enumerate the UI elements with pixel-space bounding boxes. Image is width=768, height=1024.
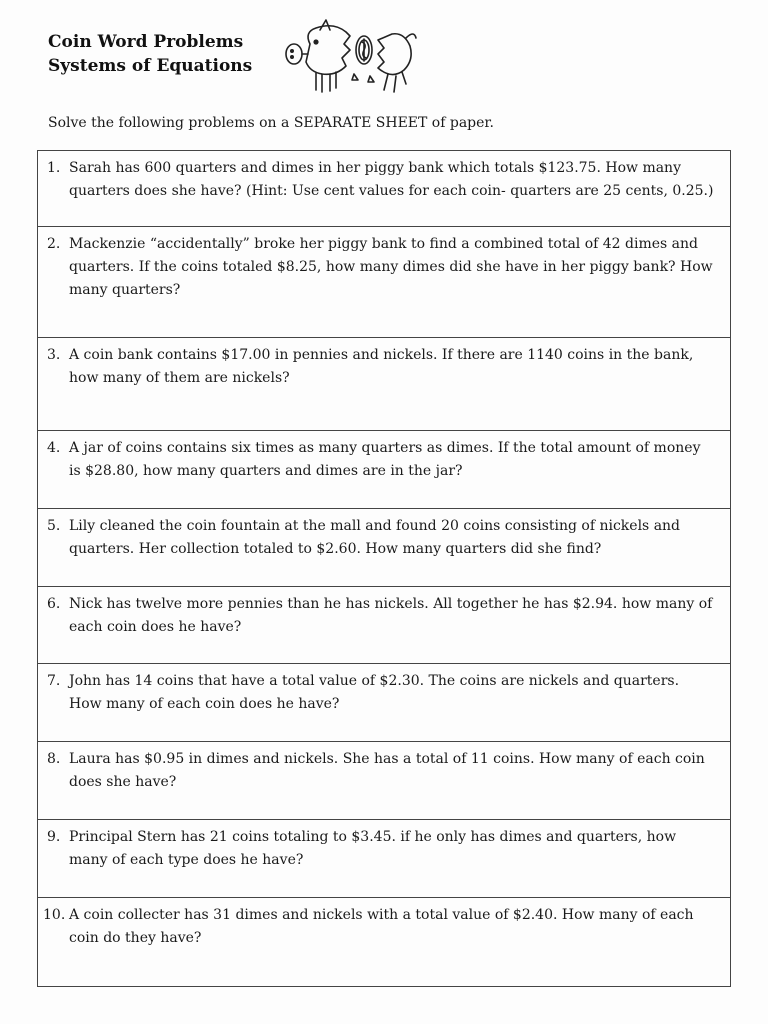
problem-text: A coin bank contains $17.00 in pennies and nickels. If there are 1140 coins in the bank, how many of them are nickels? (69, 347, 694, 386)
problem-row (38, 587, 730, 664)
problem-number: 2. (47, 236, 61, 252)
title-line-2: Systems of Equations (48, 56, 253, 76)
problem-number: 3. (47, 347, 61, 363)
problem-text: A jar of coins contains six times as many quarters as dimes. If the total amount of money is $28.80, how many quarters and dimes are in the jar? (69, 440, 701, 479)
problem-text: Sarah has 600 quarters and dimes in her piggy bank which totals $123.75. How many quarters does she have? (Hint: Use cent values for each coin- quarters are 25 cents, 0.25.) (69, 160, 714, 199)
problem-text: John has 14 coins that have a total value of $2.30. The coins are nickels and quarters. How many of each coin does he have? (69, 673, 680, 712)
problem-number: 6. (47, 596, 61, 612)
worksheet-title (48, 30, 252, 78)
problem-number: 4. (47, 440, 61, 456)
title-line-1: Coin Word Problems (48, 32, 244, 52)
problem-row (38, 431, 730, 509)
problem-text: Laura has $0.95 in dimes and nickels. She has a total of 11 coins. How many of each coin does she have? (69, 751, 705, 790)
problem-row (38, 151, 730, 227)
problem-number: 9. (47, 829, 61, 845)
problem-number: 7. (47, 673, 61, 689)
problem-row (38, 742, 730, 820)
problem-text: Nick has twelve more pennies than he has nickels. All together he has $2.94. how many of each coin does he have? (69, 596, 713, 635)
problems-table (37, 150, 731, 987)
problem-text: Principal Stern has 21 coins totaling to $3.45. if he only has dimes and quarters, how many of each type does he have? (69, 829, 677, 868)
problem-number: 1. (47, 160, 61, 176)
problem-text: Mackenzie “accidentally” broke her piggy bank to find a combined total of 42 dimes and quarters. If the coins totaled $8.25, how many dimes did she have in her piggy bank? How many quarters? (69, 236, 713, 298)
problem-text: Lily cleaned the coin fountain at the mall and found 20 coins consisting of nickels and quarters. Her collection totaled to $2.60. How many quarters did she find? (69, 518, 681, 557)
problem-number: 10. (43, 907, 66, 923)
problem-row (38, 898, 730, 987)
problem-number: 5. (47, 518, 61, 534)
problem-text: A coin collecter has 31 dimes and nickels with a total value of $2.40. How many of each coin do they have? (69, 907, 694, 946)
problem-row (38, 338, 730, 431)
problem-row (38, 664, 730, 742)
instructions-text: Solve the following problems on a SEPARATE SHEET of paper. (48, 115, 495, 131)
problem-row (38, 820, 730, 898)
broken-piggy-bank-illustration (280, 14, 420, 104)
problem-row (38, 227, 730, 338)
problem-number: 8. (47, 751, 61, 767)
problem-row (38, 509, 730, 587)
